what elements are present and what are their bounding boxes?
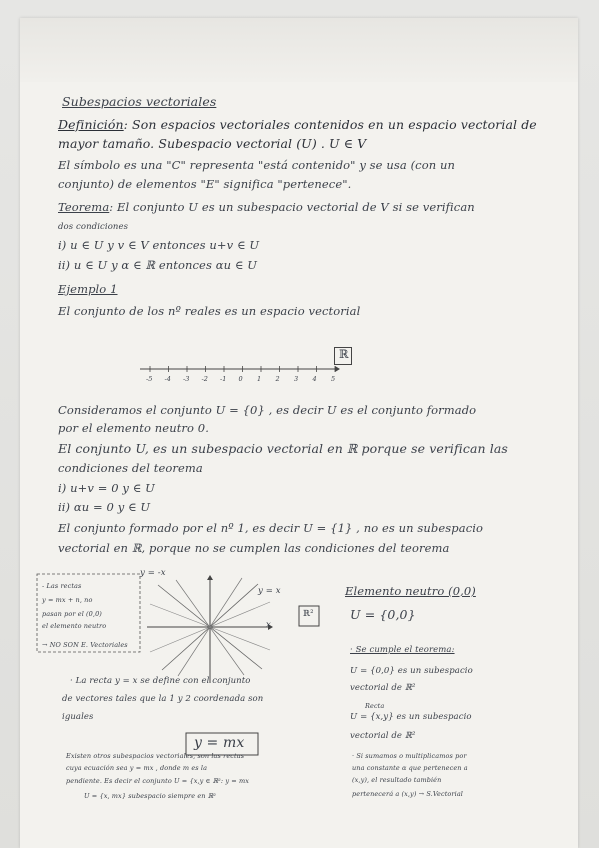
cumple-title: · Se cumple el teorema: [350, 645, 455, 655]
graph-label-y-neg-x: y = -x [140, 568, 166, 578]
graph-label-y-x: y = x [258, 586, 281, 596]
right-recta-label: Recta [365, 702, 385, 710]
consideramos-cond-2: ii) αu = 0 y ∈ U [58, 500, 151, 514]
teorema-cond-2: ii) u ∈ U y α ∈ ℝ entonces αu ∈ U [58, 258, 257, 272]
consideramos-line-6: vectorial en ℝ, porque no se cumplen las condiciones del teorema [58, 541, 450, 555]
tick-label: 2 [275, 375, 280, 383]
existen-line-4: U = {x, mx} subespacio siempre en ℝ² [84, 792, 216, 800]
tick-label: -2 [201, 375, 209, 383]
right-line-7: (x,y), el resultado también [352, 776, 442, 784]
consideramos-line-2: por el elemento neutro 0. [58, 421, 209, 435]
y-axis-arrow [207, 575, 213, 580]
neutro-title: Elemento neutro (0,0) [345, 584, 476, 598]
recta-line-2: de vectores tales que la 1 y 2 coordenada son [62, 694, 264, 704]
side-note-1: - Las rectas [42, 582, 82, 590]
right-line-5: · Si sumamos o multiplicamos por [352, 752, 467, 760]
graph-label-x: x [266, 620, 271, 630]
right-line-8: pertenecerá a (x,y) → S.Vectorial [352, 790, 463, 798]
right-line-1: U = {0,0} es un subespacio [350, 666, 473, 676]
consideramos-line-4: condiciones del teorema [58, 461, 203, 475]
formula-y-mx: y = mx [194, 735, 245, 751]
ejemplo-line-1: El conjunto de los nº reales es un espacio vectorial [58, 304, 361, 318]
right-line-2: vectorial de ℝ² [350, 683, 416, 693]
definicion-text: : Son espacios vectoriales contenidos en un espacio vectorial de [123, 117, 537, 132]
real-set-label: ℝ [339, 347, 349, 361]
side-note-3: pasan por el (0,0) [42, 610, 102, 618]
existen-line-3: pendiente. Es decir el conjunto U = {x,y ∈ ℝ²: y = mx [66, 777, 249, 785]
right-line-4: vectorial de ℝ² [350, 731, 416, 741]
simbolo-line-2: conjunto) de elementos "E" significa "pertenece". [58, 177, 352, 191]
side-note-2: y = mx + n, no [42, 596, 93, 604]
right-line-3: U = {x,y} es un subespacio [350, 712, 472, 722]
consideramos-line-5: El conjunto formado por el nº 1, es decir U = {1} , no es un subespacio [58, 521, 484, 535]
right-line-6: una constante α que pertenecen a [352, 764, 468, 772]
consideramos-cond-1: i) u+v = 0 y ∈ U [58, 481, 155, 495]
teorema-cond-1: i) u ∈ U y v ∈ V entonces u+v ∈ U [58, 238, 260, 252]
teorema-line-2: dos condiciones [58, 222, 129, 232]
recta-line-3: iguales [62, 712, 94, 722]
consideramos-line-3: El conjunto U, es un subespacio vectorial en ℝ porque se verifican las [58, 441, 508, 456]
existen-line-1: Existen otros subespacios vectoriales, son las rectas [66, 752, 245, 760]
page-title: Subespacios vectoriales [62, 94, 217, 109]
tick-label: 5 [331, 375, 336, 383]
tick-label: 3 [294, 375, 299, 383]
tick-label: -5 [146, 375, 153, 383]
recta-line-1: · La recta y = x se define con el conjunto [70, 676, 251, 686]
definicion-label: Definición [58, 117, 124, 132]
neutro-set: U = {0,0} [350, 607, 416, 622]
side-note-5: → NO SON E. Vectoriales [42, 641, 128, 649]
simbolo-line-1: El símbolo es una "C" representa "está contenido" y se usa (con un [58, 158, 455, 172]
consideramos-line-1: Consideramos el conjunto U = {0} , es decir U es el conjunto formado [58, 403, 477, 417]
tick-label: 4 [312, 375, 317, 383]
definicion-line-2: mayor tamaño. Subespacio vectorial (U) . U ∈ V [58, 136, 367, 151]
number-line-arrow [335, 366, 340, 372]
teorema-label: Teorema [58, 200, 110, 214]
side-note-4: el elemento neutro [42, 622, 107, 630]
tick-label: 0 [238, 375, 243, 383]
tick-label: -4 [164, 375, 172, 383]
tick-label: 1 [257, 375, 262, 383]
ejemplo-label: Ejemplo 1 [58, 282, 118, 296]
tick-label: -3 [183, 375, 190, 383]
graph-label-r2: ℝ² [303, 609, 314, 619]
existen-line-2: cuya ecuación sea y = mx , donde m es la [66, 764, 208, 772]
teorema-text: : El conjunto U es un subespacio vectorial de V si se verifican [109, 200, 475, 214]
tick-label: -1 [220, 375, 227, 383]
